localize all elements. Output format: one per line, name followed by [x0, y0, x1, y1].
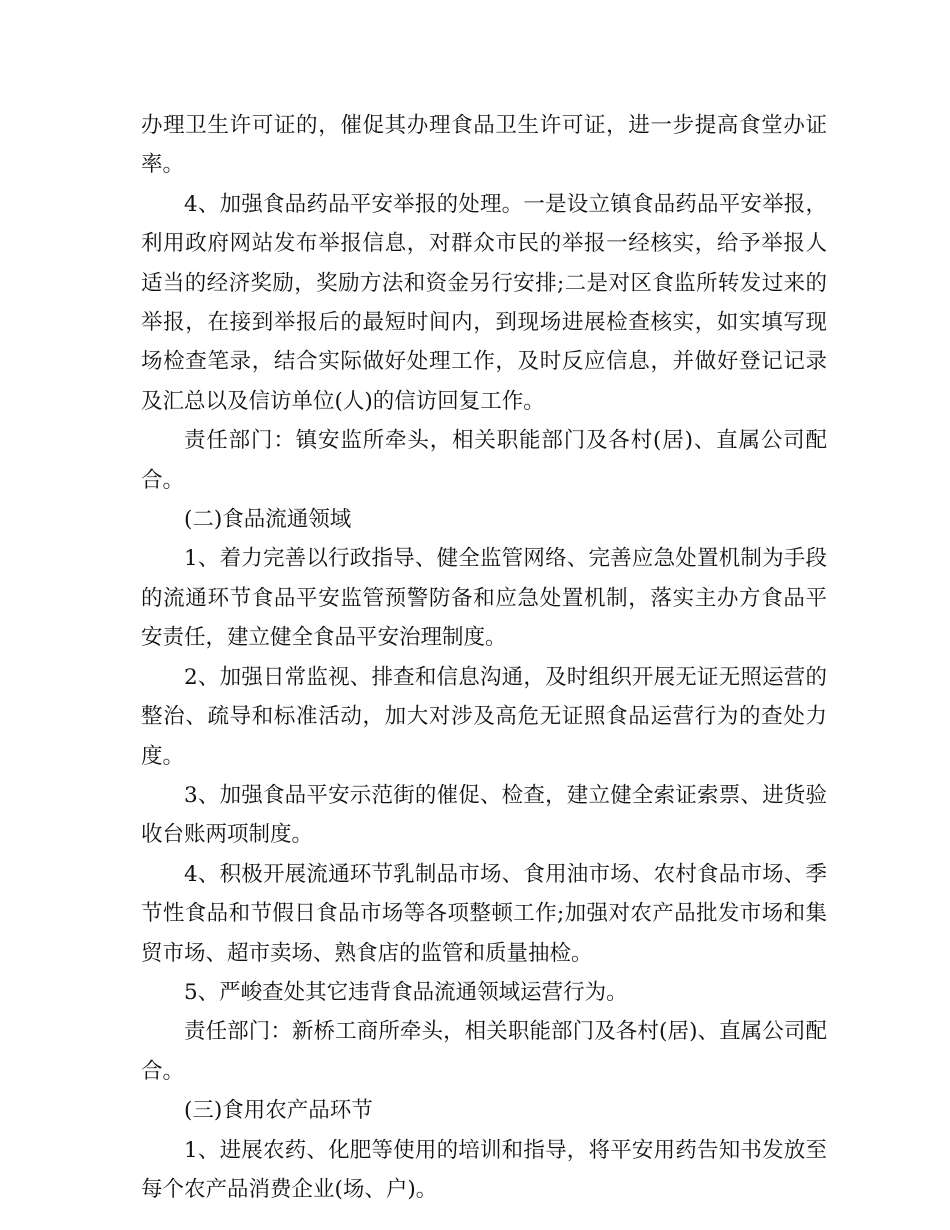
paragraph-item-5-circulation: 5、严峻查处其它违背食品流通领域运营行为。 — [184, 979, 628, 1005]
document-body — [141, 106, 827, 1209]
paragraph-responsible-dept-2: 责任部门：新桥工商所牵头，相关职能部门及各村(居)、直属公司配合。 — [141, 1019, 827, 1084]
section-heading-food-circulation: (二)食品流通领域 — [184, 507, 352, 533]
paragraph-item-2-circulation: 2、加强日常监视、排查和信息沟通，及时组织开展无证无照运营的整治、疏导和标准活动，加大对涉及高危无证照食品运营行为的查处力度。 — [141, 664, 827, 769]
paragraph-item-3-circulation: 3、加强食品平安示范街的催促、检查，建立健全索证索票、进货验收台账两项制度。 — [141, 782, 827, 848]
paragraph-item-4-report-handling: 4、加强食品药品平安举报的处理。一是设立镇食品药品平安举报，利用政府网站发布举报信息，对群众市民的举报一经核实，给予举报人适当的经济奖励，奖励方法和资金另行安排;二是对区食监所转发过来的举报，在接到举报后的最短时间内，到现场进展检查核实，如实填写现场检查笔录，结合实际做好处理工作，及时反应信息，并做好登记记录及汇总以及信访单位(人)的信访回复工作。 — [141, 191, 827, 414]
paragraph-item-1-agricultural: 1、进展农药、化肥等使用的培训和指导，将平安用药告知书发放至每个农产品消费企业(场、户)。 — [141, 1137, 827, 1202]
paragraph-item-1-circulation: 1、着力完善以行政指导、健全监管网络、完善应急处置机制为手段的流通环节食品平安监管预警防备和应急处置机制，落实主办方食品平安责任，建立健全食品平安治理制度。 — [141, 546, 827, 651]
section-heading-agricultural-products: (三)食用农产品环节 — [184, 1098, 373, 1124]
paragraph-item-4-circulation: 4、积极开展流通环节乳制品市场、食用油市场、农村食品市场、季节性食品和节假日食品市场等各项整顿工作;加强对农产品批发市场和集贸市场、超市卖场、熟食店的监管和质量抽检。 — [141, 861, 827, 966]
paragraph-continuation: 办理卫生许可证的，催促其办理食品卫生许可证，进一步提高食堂办证率。 — [141, 113, 827, 178]
paragraph-responsible-dept-1: 责任部门：镇安监所牵头，相关职能部门及各村(居)、直属公司配合。 — [141, 428, 827, 493]
